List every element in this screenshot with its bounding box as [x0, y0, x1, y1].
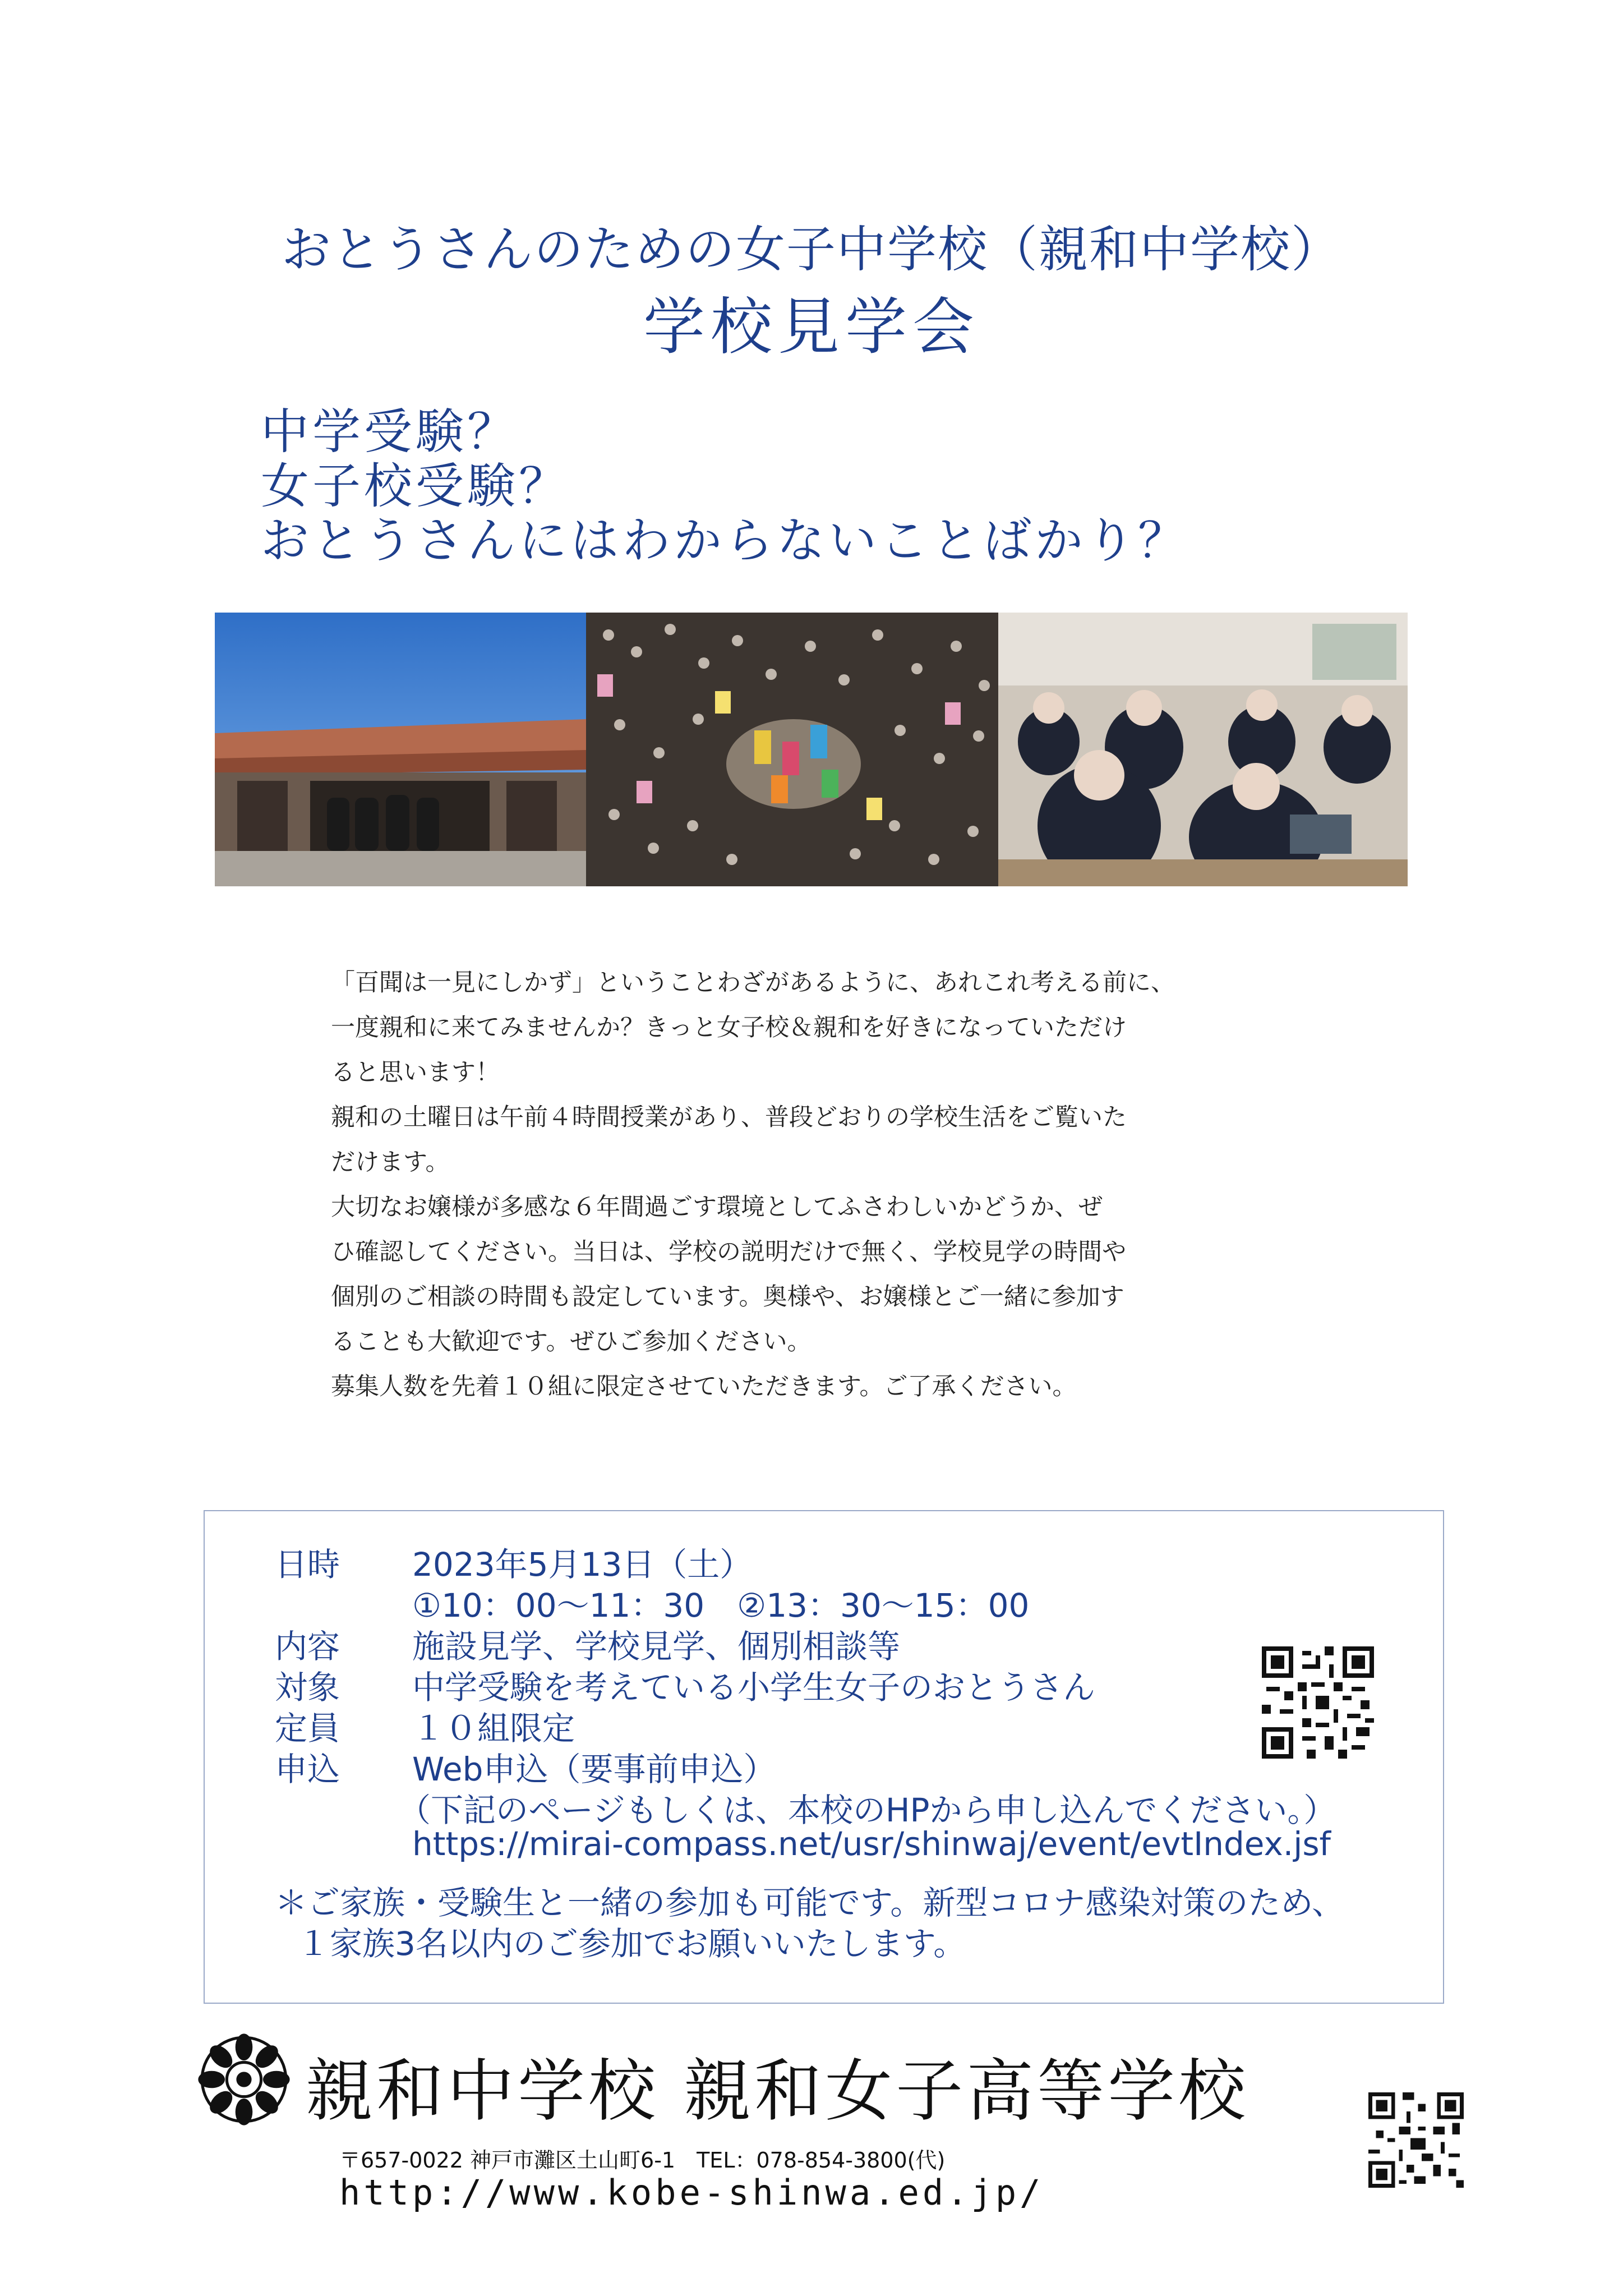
apply-label: 申込 [275, 1750, 340, 1788]
time-value: ①10：00～11：30 ②13：30～15：00 [412, 1586, 1030, 1625]
note-text: １家族3名以内のご参加でお願いいたします。 [297, 1925, 966, 1963]
page-title: 学校見学会 [643, 291, 980, 363]
apply-note: （下記のページもしくは、本校のHPから申し込んでください。） [398, 1791, 1336, 1829]
content-label: 内容 [275, 1627, 340, 1665]
photo-crowd-event [586, 613, 998, 886]
photo-classroom [998, 613, 1408, 886]
intro-line: 個別のご相談の時間も設定しています。奥様や、お嬢様とご一緒に参加す [331, 1283, 1124, 1311]
lead-line: 中学受験？ [261, 404, 519, 460]
qr-code-icon[interactable] [1368, 2092, 1464, 2188]
capacity-value: １０組限定 [412, 1709, 575, 1747]
photo-school-gate [215, 613, 586, 886]
apply-value: Web申込（要事前申込） [412, 1750, 776, 1788]
lead-line: 女子校受験？ [261, 458, 570, 514]
school-crest-icon [196, 2032, 292, 2127]
target-label: 対象 [275, 1668, 340, 1706]
intro-text [331, 960, 1284, 1409]
intro-line: 一度親和に来てみませんか？きっと女子校＆親和を好きになっていただけ [331, 1014, 1127, 1042]
intro-line: 大切なお嬢様が多感な６年間過ごす環境としてふさわしいかどうか、ぜ [331, 1193, 1103, 1221]
target-value: 中学受験を考えている小学生女子のおとうさん [412, 1668, 1096, 1706]
lead-line: おとうさんにはわからないことばかり？ [261, 513, 1189, 569]
qr-code-icon[interactable] [1262, 1646, 1374, 1759]
intro-line: 親和の土曜日は午前４時間授業があり、普段どおりの学校生活をご覧いた [331, 1103, 1127, 1131]
content-value: 施設見学、学校見学、個別相談等 [412, 1627, 901, 1665]
school-address: 〒657-0022 神戸市灘区土山町6-1 TEL：078-854-3800(代) [339, 2148, 946, 2173]
intro-line: ることも大歓迎です。ぜひご参加ください。 [331, 1328, 811, 1356]
page-subtitle: おとうさんのための女子中学校（親和中学校） [281, 220, 1341, 278]
intro-line: ると思います！ [331, 1059, 500, 1087]
school-url-link[interactable]: http://www.kobe-shinwa.ed.jp/ [339, 2172, 1044, 2213]
intro-line: ひ確認してください。当日は、学校の説明だけで無く、学校見学の時間や [331, 1238, 1127, 1266]
intro-line: だけます。 [331, 1148, 450, 1176]
date-label: 日時 [275, 1545, 340, 1584]
capacity-label: 定員 [275, 1709, 340, 1747]
school-name: 親和中学校 親和女子高等学校 [306, 2053, 1249, 2131]
date-value: 2023年5月13日（土） [412, 1545, 753, 1584]
apply-url-link[interactable]: https://mirai-compass.net/usr/shinwaj/event/evtIndex.jsf [412, 1825, 1331, 1863]
note-text: ＊ご家族・受験生と一緒の参加も可能です。新型コロナ感染対策のため、 [275, 1884, 1345, 1922]
intro-line: 「百聞は一見にしかず」ということわざがあるように、あれこれ考える前に、 [331, 969, 1175, 997]
intro-line: 募集人数を先着１０組に限定させていただきます。ご了承ください。 [331, 1373, 1077, 1401]
